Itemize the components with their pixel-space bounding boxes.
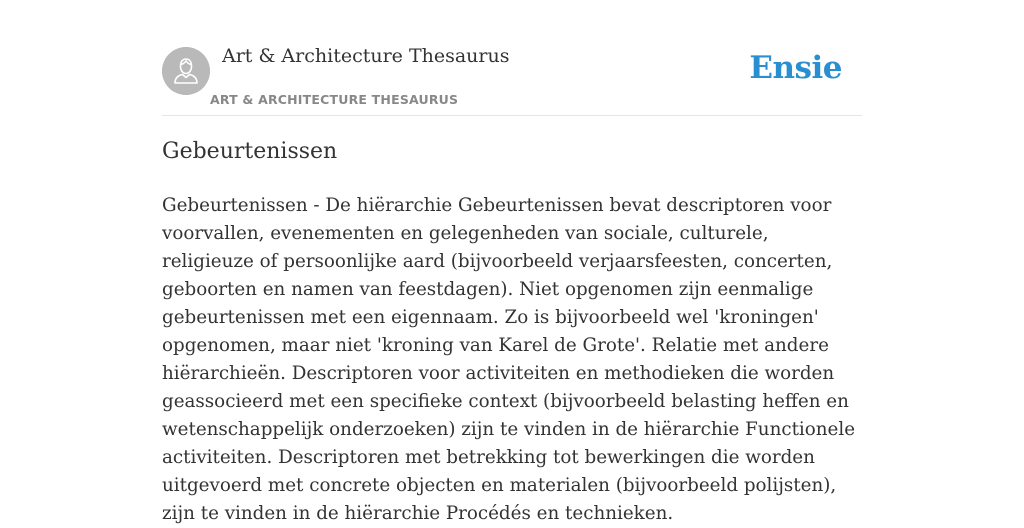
entry-title: Gebeurtenissen: [162, 139, 338, 164]
source-subtitle[interactable]: ART & ARCHITECTURE THESAURUS: [210, 92, 459, 107]
entry-card: [162, 0, 862, 524]
entry-definition: Gebeurtenissen - De hiërarchie Gebeurtenissen bevat descriptoren voor voorvallen, evenementen en gelegenheden van sociale, culturele, religieuze of persoonlijke aard (bijvoorbeeld verjaarsfeesten, concerten, geboorten en namen van feestdagen). Niet opgenomen zijn eenmalige gebeurtenissen met een eigennaam. Zo is bijvoorbeeld wel 'kroningen' opgenomen, maar niet 'kroning van Karel de Grote'. Relatie met andere hiërarchieën. Descriptoren voor activiteiten en methodieken die worden geassocieerd met een specifieke context (bijvoorbeeld belasting heffen en wetenschappelijk onderzoeken) zijn te vinden in de hiërarchie Functionele activiteiten. Descriptoren met betrekking tot bewerkingen die worden uitgevoerd met concrete objecten en materialen (bijvoorbeeld polijsten), zijn te vinden in de hiërarchie Procédés en technieken.: [162, 195, 856, 524]
ensie-logo[interactable]: Ensie: [749, 50, 842, 86]
entry-header: [162, 0, 862, 116]
source-name[interactable]: Art & Architecture Thesaurus: [222, 45, 510, 67]
user-icon[interactable]: [162, 47, 210, 95]
